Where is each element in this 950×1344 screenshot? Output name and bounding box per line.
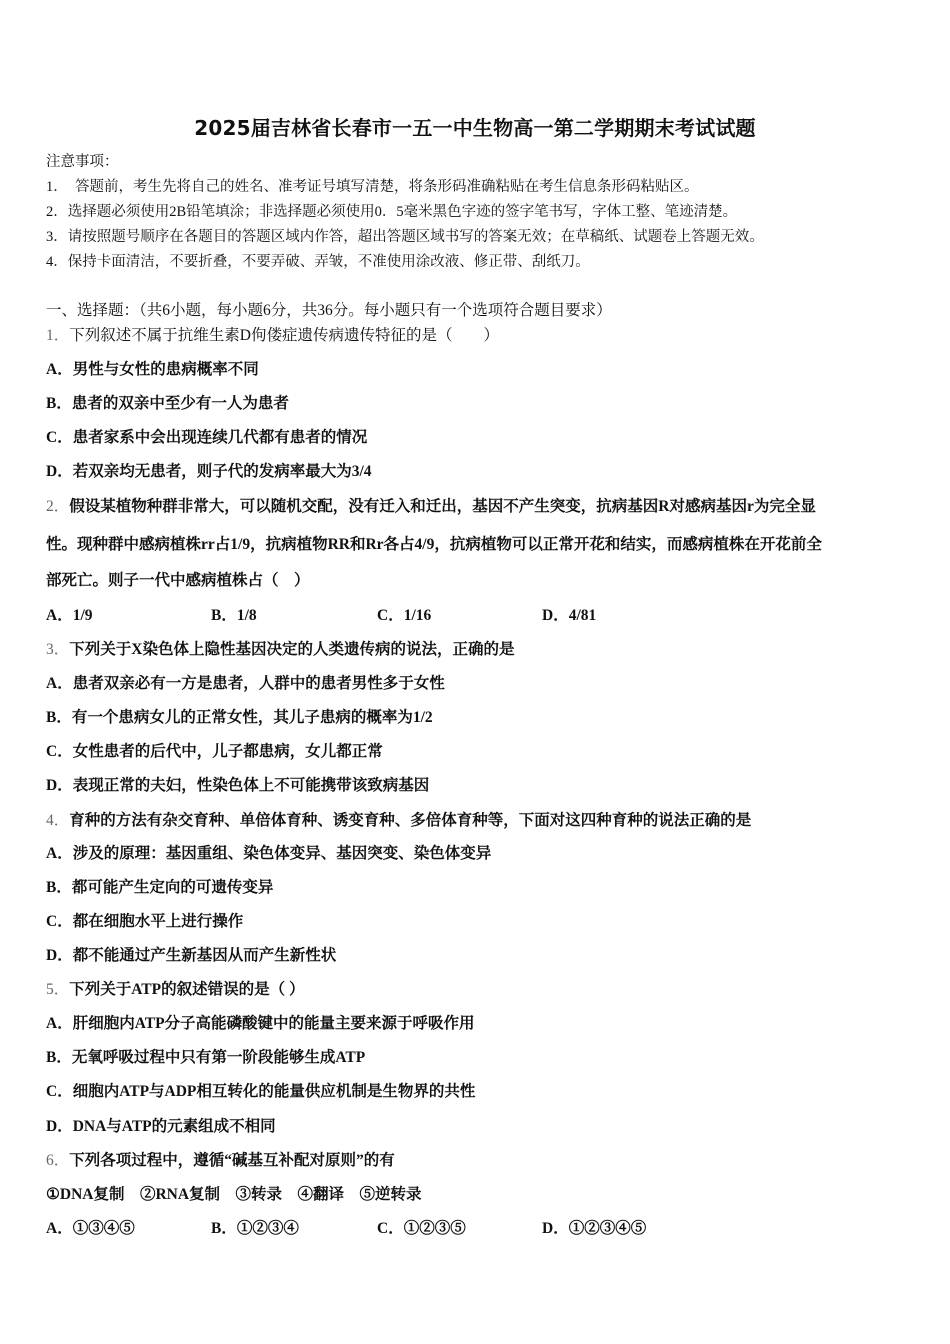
question-text: 部死亡。则子一代中感病植株占（ ） xyxy=(46,572,310,589)
option: A．1/9 xyxy=(46,607,93,624)
option: C．女性患者的后代中，儿子都患病，女儿都正常 xyxy=(46,743,383,760)
option: A．患者双亲必有一方是患者，人群中的患者男性多于女性 xyxy=(46,675,445,692)
option: A．肝细胞内ATP分子高能磷酸键中的能量主要来源于呼吸作用 xyxy=(46,1015,475,1032)
question-number: 5． xyxy=(46,981,70,998)
option: B．1/8 xyxy=(211,607,257,624)
notice-heading: 注意事项： xyxy=(46,154,119,170)
option: C．①②③⑤ xyxy=(377,1220,466,1237)
option: A．①③④⑤ xyxy=(46,1220,135,1237)
notice-item: 3．请按照题号顺序在各题目的答题区域内作答，超出答题区域书写的答案无效；在草稿纸、试题卷上答题无效。 xyxy=(46,229,764,245)
option: D．若双亲均无患者，则子代的发病率最大为3/4 xyxy=(46,463,372,480)
option: D．4/81 xyxy=(542,607,597,624)
question-text: 假设某植物种群非常大，可以随机交配，没有迁入和迁出，基因不产生突变，抗病基因R对感病基因r为完全显 xyxy=(69,498,816,515)
option: C．患者家系中会出现连续几代都有患者的情况 xyxy=(46,429,368,446)
question-text: 下列关于ATP的叙述错误的是（ ） xyxy=(69,981,305,998)
option: B．患者的双亲中至少有一人为患者 xyxy=(46,395,289,412)
option: B．都可能产生定向的可遗传变异 xyxy=(46,879,274,896)
question-stem xyxy=(46,326,499,346)
section-heading: 一、选择题：（共6小题，每小题6分，共36分。每小题只有一个选项符合题目要求） xyxy=(46,302,612,319)
option: A．涉及的原理：基因重组、染色体变异、基因突变、染色体变异 xyxy=(46,845,492,862)
question-number: 2． xyxy=(46,498,70,515)
question-text: 下列各项过程中，遵循“碱基互补配对原则”的有 xyxy=(69,1152,395,1169)
question-stem xyxy=(46,497,816,517)
option: D．都不能通过产生新基因从而产生新性状 xyxy=(46,947,337,964)
question-text: 下列关于X染色体上隐性基因决定的人类遗传病的说法，正确的是 xyxy=(69,641,515,658)
option: B．无氧呼吸过程中只有第一阶段能够生成ATP xyxy=(46,1049,366,1066)
question-stem xyxy=(46,1151,395,1171)
question-text: 育种的方法有杂交育种、单倍体育种、诱变育种、多倍体育种等，下面对这四种育种的说法正确的是 xyxy=(69,812,752,829)
question-text: 下列叙述不属于抗维生素D佝偻症遗传病遗传特征的是（ ） xyxy=(69,327,499,344)
process-list: ①DNA复制 ②RNA复制 ③转录 ④翻译 ⑤逆转录 xyxy=(46,1186,422,1203)
question-stem xyxy=(46,811,751,831)
question-stem xyxy=(46,980,305,1000)
option: C．1/16 xyxy=(377,607,432,624)
option: D．①②③④⑤ xyxy=(542,1220,647,1237)
question-number: 4． xyxy=(46,812,70,829)
question-text: 性。现种群中感病植株rr占1/9，抗病植物RR和Rr各占4/9，抗病植物可以正常开花和结实，而感病植株在开花前全 xyxy=(46,536,822,553)
option: C．细胞内ATP与ADP相互转化的能量供应机制是生物界的共性 xyxy=(46,1083,476,1100)
notice-item: 2．选择题必须使用2B铅笔填涂；非选择题必须使用0．5毫米黑色字迹的签字笔书写，字体工整、笔迹清楚。 xyxy=(46,204,738,220)
option: B．①②③④ xyxy=(211,1220,299,1237)
option: B．有一个患病女儿的正常女性，其儿子患病的概率为1/2 xyxy=(46,709,433,726)
option: D．表现正常的夫妇，性染色体上不可能携带该致病基因 xyxy=(46,777,430,794)
question-number: 3． xyxy=(46,641,70,658)
notice-item: 1． 答题前，考生先将自己的姓名、准考证号填写清楚，将条形码准确粘贴在考生信息条形码粘贴区。 xyxy=(46,179,699,195)
question-number: 6． xyxy=(46,1152,70,1169)
option: C．都在细胞水平上进行操作 xyxy=(46,913,244,930)
question-stem xyxy=(46,640,514,660)
page-title: 2025届吉林省长春市一五一中生物高一第二学期期末考试试题 xyxy=(194,116,756,140)
option: D．DNA与ATP的元素组成不相同 xyxy=(46,1118,276,1135)
option: A．男性与女性的患病概率不同 xyxy=(46,361,259,378)
question-number: 1． xyxy=(46,327,70,344)
notice-item: 4．保持卡面清洁，不要折叠，不要弄破、弄皱，不准使用涂改液、修正带、刮纸刀。 xyxy=(46,254,590,270)
